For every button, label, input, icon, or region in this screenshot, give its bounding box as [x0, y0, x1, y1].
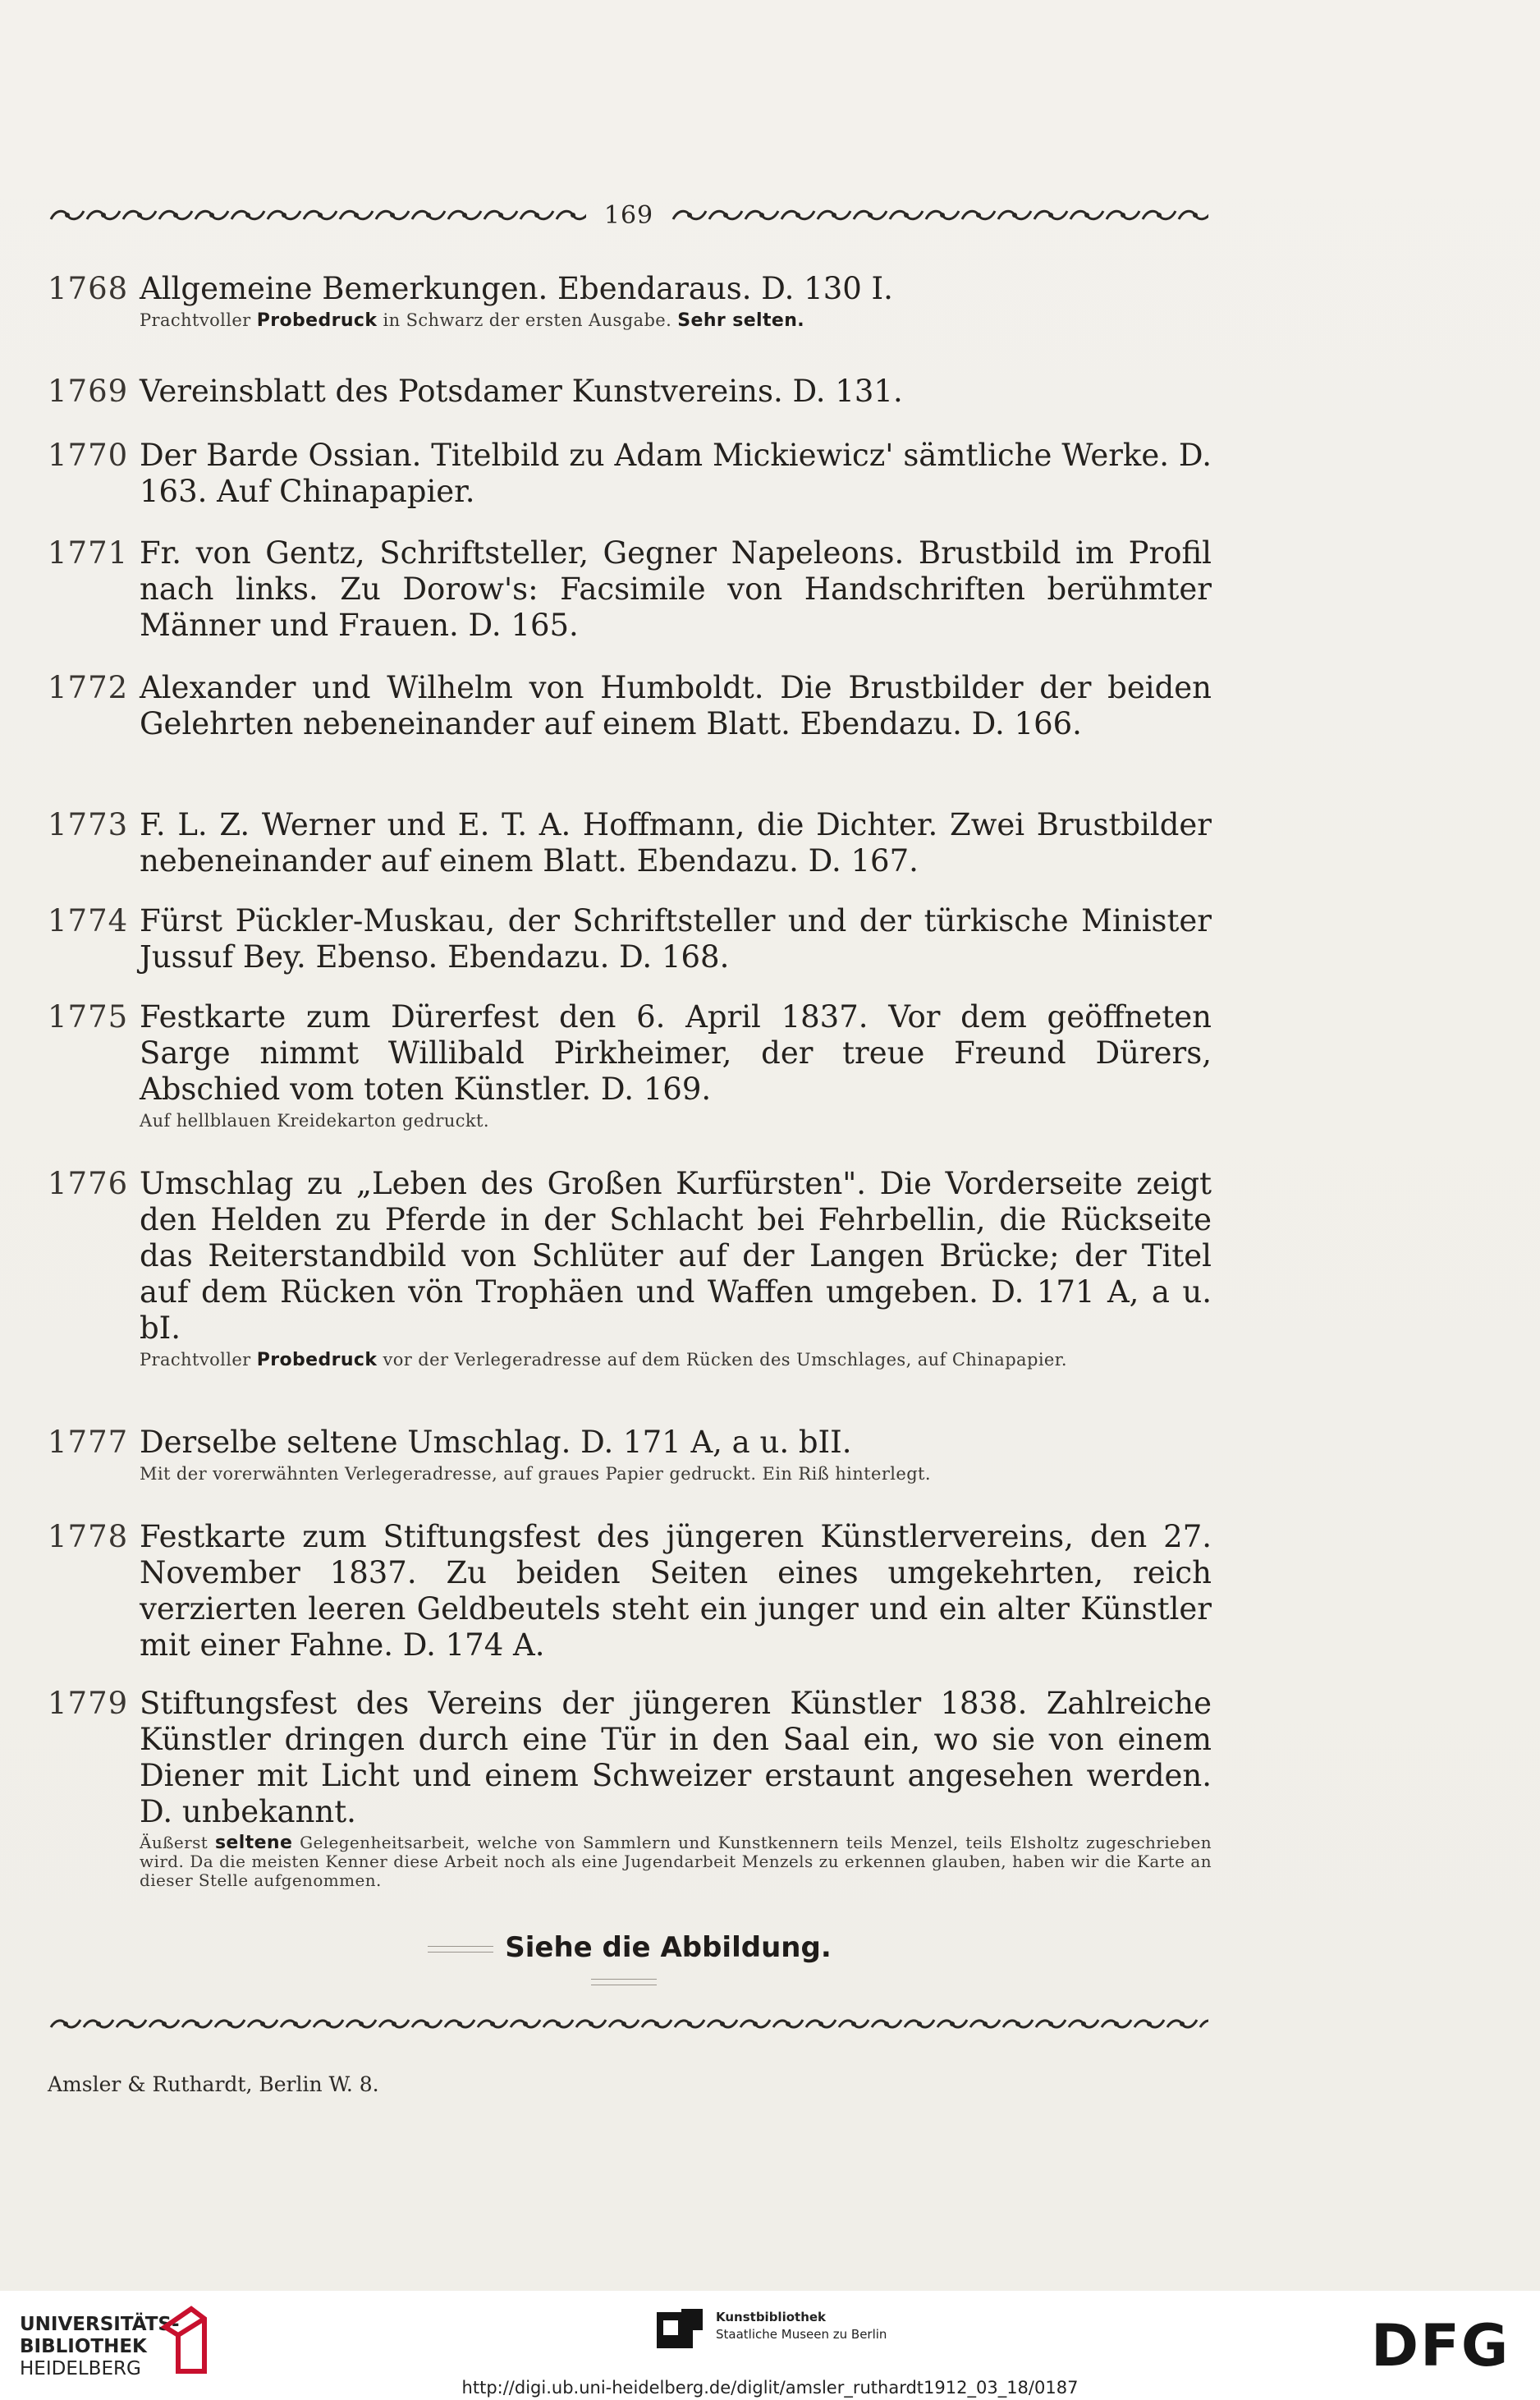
entry-number: 1778 [48, 1519, 129, 1554]
entry-text: Der Barde Ossian. Titelbild zu Adam Mickiewicz' sämtliche Werke. D. 163. Auf Chinapapier. [140, 438, 1212, 509]
entry-number: 1775 [48, 999, 129, 1035]
entry-number: 1779 [48, 1686, 129, 1721]
entry-number: 1777 [48, 1425, 129, 1460]
catalog-entry [48, 438, 1212, 510]
entry-note: Prachtvoller Probedruck in Schwarz der ersten Ausgabe. Sehr selten. [140, 310, 805, 331]
entry-text: Festkarte zum Dürerfest den 6. April 1837. Vor dem geöffneten Sarge nimmt Willibald Pirkheimer, der treue Freund Dürers, Abschied vom toten Künstler. D. 169. [140, 999, 1212, 1107]
footer-ornament [49, 2013, 1208, 2035]
dfg-logo: DFG [1371, 2312, 1510, 2379]
entry-note: Auf hellblauen Kreidekarton gedruckt. [140, 1111, 489, 1131]
digitization-footer [0, 2291, 1540, 2400]
catalog-entry [48, 903, 1212, 975]
ornament-right [671, 206, 1208, 224]
catalog-entry [48, 670, 1212, 742]
kunstbibliothek-logo-icon [657, 2309, 703, 2352]
catalog-entry [48, 999, 1212, 1131]
entry-note: Mit der vorerwähnten Verlegeradresse, auf graues Papier gedruckt. Ein Riß hinterlegt. [140, 1464, 931, 1484]
catalog-entry [48, 535, 1212, 644]
entry-text: Festkarte zum Stiftungsfest des jüngeren Künstlervereins, den 27. November 1837. Zu beiden Seiten eines umgekehrten, reich verzierten leeren Geldbeutels steht ein junger und ein alter Künstler mit einer Fahne. D. 174 A. [140, 1519, 1212, 1663]
see-illustration-caption: Siehe die Abbildung. [402, 1931, 846, 1997]
ornament-left [49, 206, 586, 224]
entry-text: F. L. Z. Werner und E. T. A. Hoffmann, die Dichter. Zwei Brustbilder nebeneinander auf einem Blatt. Ebendazu. D. 167. [140, 807, 1212, 879]
entry-number: 1770 [48, 438, 129, 473]
page-number: 169 [603, 200, 654, 230]
entry-text: Stiftungsfest des Vereins der jüngeren Künstler 1838. Zahlreiche Künstler dringen durch eine Tür in den Saal ein, wo sie von einem Diener mit Licht und einem Schweizer erstaunt angesehen werden. D. unbekannt. [140, 1686, 1212, 1829]
entry-text: Fürst Pückler-Muskau, der Schriftsteller und der türkische Minister Jussuf Bey. Ebenso. Ebendazu. D. 168. [140, 903, 1212, 975]
entry-number: 1773 [48, 807, 129, 842]
entry-text: Derselbe seltene Umschlag. D. 171 A, a u. bII. [140, 1425, 852, 1460]
entry-number: 1774 [48, 903, 129, 938]
source-url[interactable]: http://digi.ub.uni-heidelberg.de/diglit/amsler_ruthardt1912_03_18/0187 [461, 2378, 1079, 2398]
entry-number: 1771 [48, 535, 129, 571]
catalog-entry [48, 1166, 1212, 1370]
entry-text: Vereinsblatt des Potsdamer Kunstvereins. D. 131. [140, 374, 903, 409]
entry-text: Alexander und Wilhelm von Humboldt. Die Brustbilder der beiden Gelehrten nebeneinander auf einem Blatt. Ebendazu. D. 166. [140, 670, 1212, 741]
entry-text: Fr. von Gentz, Schriftsteller, Gegner Napeleons. Brustbild im Profil nach links. Zu Dorow's: Facsimile von Handschriften berühmter Männer und Frauen. D. 165. [140, 535, 1212, 643]
entry-number: 1772 [48, 670, 129, 705]
catalog-entry [48, 1686, 1212, 1890]
entry-number: 1768 [48, 271, 129, 306]
header-ornament-row [49, 202, 1208, 228]
entry-note: Prachtvoller Probedruck vor der Verlegeradresse auf dem Rücken des Umschlages, auf Chinapapier. [140, 1350, 1067, 1370]
caption-rule-right [591, 1979, 657, 1985]
entry-text: Allgemeine Bemerkungen. Ebendaraus. D. 130 I. [140, 271, 893, 306]
caption-rule-left [428, 1946, 493, 1953]
publisher-line: Amsler & Ruthardt, Berlin W. 8. [48, 2072, 379, 2096]
catalog-entry [48, 807, 1212, 879]
catalog-entry [48, 1425, 1212, 1484]
ub-heidelberg-label: UNIVERSITÄTS- BIBLIOTHEK HEIDELBERG [20, 2314, 180, 2379]
entry-number: 1769 [48, 374, 129, 409]
catalog-entry [48, 1519, 1212, 1663]
entry-text: Umschlag zu „Leben des Großen Kurfürsten". Die Vorderseite zeigt den Helden zu Pferde in der Schlacht bei Fehrbellin, die Rückseite das Reiterstandbild von Schlüter auf der Langen Brücke; der Titel auf dem Rücken vön Trophäen und Waffen umgeben. D. 171 A, a u. bI. [140, 1166, 1212, 1346]
entry-note: Äußerst seltene Gelegenheitsarbeit, welche von Sammlern und Kunstkennern teils Menzel, teils Elsholtz zugeschrieben wird. Da die meisten Kenner diese Arbeit noch als eine Jugendarbeit Menzels zu erkennen glauben, haben wir die Karte an dieser Stelle aufgenommen. [140, 1833, 1212, 1890]
ub-heidelberg-logo-icon [158, 2302, 211, 2378]
catalog-entry [48, 271, 1212, 331]
entry-number: 1776 [48, 1166, 129, 1201]
catalog-entry [48, 374, 1212, 410]
kunstbibliothek-label: Kunstbibliothek Staatliche Museen zu Berlin [716, 2310, 887, 2342]
